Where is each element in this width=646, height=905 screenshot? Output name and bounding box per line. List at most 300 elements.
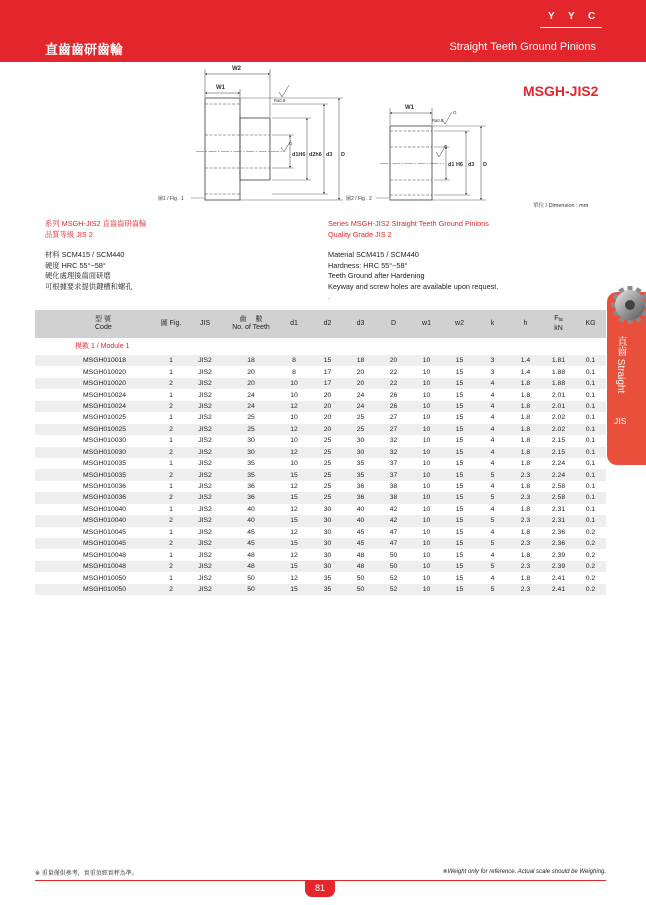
spec-grinding-zh: 硬化處理後齒面研磨 — [45, 271, 111, 280]
table-row — [35, 389, 606, 400]
cell-d2: 15 — [311, 355, 344, 366]
table-header-row — [35, 310, 606, 338]
cell-d3: 48 — [356, 551, 365, 559]
cell-d3: 30 — [344, 447, 377, 458]
cell-d3: 45 — [344, 538, 377, 549]
spec-block-en — [328, 219, 498, 303]
cell-d3: 50 — [344, 584, 377, 595]
cell-jis: JIS2 — [185, 584, 225, 595]
cell-force: 1.88 — [542, 378, 575, 389]
cell-jis: JIS2 — [185, 492, 225, 503]
table-row — [35, 435, 606, 446]
cell-force: 2.41 — [551, 574, 566, 582]
cell-d2: 30 — [323, 528, 332, 536]
cell-jis: JIS2 — [198, 528, 212, 536]
cell-force: 1.81 — [542, 355, 575, 366]
figure-2-drawing — [376, 108, 486, 200]
cell-D: 26 — [377, 401, 410, 412]
cell-teeth: 20 — [225, 378, 277, 389]
cell-code: MSGH010024 — [83, 391, 127, 399]
cell-force: 2.36 — [542, 538, 575, 549]
cell-code: MSGH010030 — [83, 437, 127, 445]
table-row — [35, 584, 606, 595]
cell-k: 5 — [476, 584, 509, 595]
cell-D: 22 — [377, 378, 410, 389]
cell-kg: 0.1 — [575, 469, 606, 480]
cell-teeth: 40 — [247, 505, 255, 513]
module-label: 模數 1 / Module 1 — [35, 338, 606, 355]
spec-keyway-en: Keyway and screw holes are available upon request. — [328, 281, 499, 291]
cell-teeth: 30 — [247, 437, 255, 445]
cell-force: 2.58 — [551, 483, 566, 491]
cell-jis: JIS2 — [185, 469, 225, 480]
cell-d3: 48 — [344, 561, 377, 572]
cell-h: 1.8 — [520, 437, 531, 445]
cell-d1: 12 — [290, 528, 298, 536]
cell-w1: 10 — [422, 368, 431, 376]
cell-code: MSGH010050 — [35, 584, 157, 595]
table-row — [35, 481, 606, 492]
cell-kg: 0.1 — [585, 505, 596, 513]
fig2-caption: 圖2 / Fig . 2 — [346, 196, 372, 202]
cell-force: 2.58 — [542, 492, 575, 503]
cell-force: 2.15 — [542, 447, 575, 458]
cell-force: 2.31 — [551, 505, 566, 513]
footer-note-zh: ※ 重量僅供參考，實重須經實秤為準。 — [35, 871, 138, 877]
cell-k: 4 — [490, 551, 495, 559]
cell-w2: 15 — [443, 492, 476, 503]
cell-w2: 15 — [455, 528, 464, 536]
cell-w1: 10 — [410, 584, 443, 595]
cell-fig: 2 — [157, 492, 185, 503]
cell-force: 2.15 — [551, 437, 566, 445]
cell-h: 1.8 — [520, 505, 531, 513]
cell-d3: 36 — [344, 492, 377, 503]
cell-code: MSGH010048 — [83, 551, 127, 559]
cell-w1: 10 — [410, 401, 443, 412]
cell-teeth: 50 — [225, 584, 277, 595]
fig1-caption: 圖1 / Fig . 1 — [158, 196, 184, 202]
cell-d1: 12 — [277, 401, 311, 412]
cell-d3: 35 — [356, 460, 365, 468]
cell-w2: 15 — [455, 437, 464, 445]
cell-D: 27 — [377, 424, 410, 435]
cell-w2: 15 — [443, 424, 476, 435]
cell-d3: 25 — [356, 414, 365, 422]
cell-code: MSGH010040 — [83, 505, 127, 513]
cell-force: 2.24 — [542, 469, 575, 480]
cell-k: 5 — [476, 538, 509, 549]
cell-d1: 10 — [290, 437, 298, 445]
cell-kg: 0.1 — [585, 368, 596, 376]
cell-d3: 18 — [344, 355, 377, 366]
cell-k: 4 — [490, 460, 495, 468]
cell-D: 47 — [377, 538, 410, 549]
cell-w2: 15 — [443, 401, 476, 412]
cell-kg: 0.1 — [585, 460, 596, 468]
spec-hardness-en: Hardness: HRC 55°~58° — [328, 260, 408, 270]
cell-D: 26 — [389, 391, 398, 399]
table-row — [35, 401, 606, 412]
cell-kg: 0.1 — [585, 414, 596, 422]
cell-k: 5 — [476, 561, 509, 572]
cell-fig: 2 — [157, 424, 185, 435]
cell-h: 2.3 — [509, 515, 542, 526]
cell-d1: 15 — [277, 538, 311, 549]
cell-d2: 17 — [323, 368, 332, 376]
cell-k: 4 — [490, 391, 495, 399]
fig1-w2-label: W2 — [232, 66, 241, 72]
cell-w1: 10 — [422, 460, 431, 468]
cell-d3: 30 — [356, 437, 365, 445]
cell-k: 4 — [476, 401, 509, 412]
cell-d2: 20 — [323, 391, 332, 399]
cell-w1: 10 — [410, 469, 443, 480]
cell-fig: 1 — [169, 505, 173, 513]
cell-force: 2.02 — [542, 424, 575, 435]
spec-material-zh: 材料 SCM415 / SCM440 — [45, 250, 125, 259]
table-body — [35, 355, 606, 595]
cell-jis: JIS2 — [198, 391, 212, 399]
cell-d2: 25 — [323, 483, 332, 491]
col-header-h: h — [509, 310, 542, 338]
cell-force: 2.39 — [542, 561, 575, 572]
fig1-ra-label: Ra0.8 — [274, 98, 286, 103]
cell-kg: 0.2 — [585, 551, 596, 559]
cell-k: 4 — [476, 447, 509, 458]
cell-k: 4 — [490, 574, 495, 582]
table-row — [35, 355, 606, 366]
cell-d1: 12 — [290, 505, 298, 513]
table-row — [35, 572, 606, 583]
col-header-k: k — [476, 310, 509, 338]
cell-w1: 10 — [410, 424, 443, 435]
cell-w2: 15 — [455, 460, 464, 468]
cell-k: 5 — [476, 469, 509, 480]
cell-code: MSGH010048 — [35, 561, 157, 572]
fig1-g-label: G — [289, 141, 293, 146]
cell-k: 5 — [476, 492, 509, 503]
fig2-g-label: G — [453, 110, 457, 115]
col-header-kg: KG — [575, 310, 606, 338]
cell-d2: 30 — [311, 561, 344, 572]
cell-d2: 17 — [311, 378, 344, 389]
cell-h: 1.8 — [509, 401, 542, 412]
cell-jis: JIS2 — [185, 515, 225, 526]
cell-d1: 15 — [277, 469, 311, 480]
cell-h: 1.8 — [520, 551, 531, 559]
cell-d3: 25 — [344, 424, 377, 435]
cell-D: 50 — [377, 561, 410, 572]
fig1-d3-label: d3 — [326, 152, 333, 158]
cell-d1: 12 — [290, 551, 298, 559]
table-row — [35, 469, 606, 480]
cell-k: 4 — [490, 528, 495, 536]
cell-d3: 20 — [356, 368, 365, 376]
cell-d2: 30 — [311, 515, 344, 526]
cell-k: 3 — [490, 368, 495, 376]
fig2-w1-label: W1 — [405, 105, 414, 111]
cell-d3: 36 — [356, 483, 365, 491]
cell-code: MSGH010036 — [83, 483, 127, 491]
cell-kg: 0.2 — [575, 538, 606, 549]
cell-k: 4 — [490, 437, 495, 445]
cell-D: 37 — [377, 469, 410, 480]
cell-teeth: 25 — [247, 414, 255, 422]
cell-kg: 0.1 — [575, 492, 606, 503]
cell-force: 2.39 — [551, 551, 566, 559]
cell-code: MSGH010035 — [35, 469, 157, 480]
cell-d3: 24 — [344, 401, 377, 412]
cell-kg: 0.1 — [585, 391, 596, 399]
cell-w1: 10 — [422, 505, 431, 513]
cell-teeth: 25 — [225, 424, 277, 435]
module-row — [35, 338, 606, 355]
cell-kg: 0.1 — [585, 437, 596, 445]
specification-table — [35, 310, 606, 595]
table-row — [35, 412, 606, 423]
cell-D: 38 — [389, 483, 398, 491]
spec-grade-zh: 品質等級 JIS 2 — [45, 229, 93, 239]
side-tab-label-zh: 直齒 — [615, 336, 626, 356]
cell-d1: 12 — [277, 447, 311, 458]
cell-code: MSGH010045 — [83, 528, 127, 536]
brand-letter-y1: Y — [548, 11, 555, 22]
cell-jis: JIS2 — [198, 574, 212, 582]
cell-d2: 25 — [311, 492, 344, 503]
cell-d1: 12 — [290, 483, 298, 491]
cell-d2: 20 — [323, 414, 332, 422]
table-row — [35, 458, 606, 469]
col-header-w1: w1 — [410, 310, 443, 338]
cell-teeth: 48 — [247, 551, 255, 559]
cell-d2: 35 — [323, 574, 332, 582]
col-header-force: $F_{ta}$ kN — [542, 310, 575, 338]
cell-d1: 10 — [290, 391, 298, 399]
cell-w1: 10 — [410, 492, 443, 503]
cell-h: 2.3 — [509, 538, 542, 549]
cell-w1: 10 — [422, 391, 431, 399]
cell-h: 1.8 — [520, 460, 531, 468]
cell-D: 38 — [377, 492, 410, 503]
cell-fig: 1 — [169, 551, 173, 559]
cell-D: 22 — [389, 368, 398, 376]
cell-fig: 1 — [169, 414, 173, 422]
cell-d2: 25 — [323, 437, 332, 445]
cell-jis: JIS2 — [185, 538, 225, 549]
cell-w1: 10 — [422, 551, 431, 559]
cell-d2: 20 — [311, 401, 344, 412]
cell-w1: 10 — [410, 561, 443, 572]
cell-h: 2.3 — [509, 469, 542, 480]
cell-kg: 0.1 — [585, 483, 596, 491]
cell-d2: 20 — [311, 424, 344, 435]
cell-D: 20 — [377, 355, 410, 366]
cell-k: 5 — [476, 515, 509, 526]
cell-w1: 10 — [410, 378, 443, 389]
cell-k: 4 — [490, 483, 495, 491]
cell-fig: 2 — [157, 469, 185, 480]
fig1-d2-label: d2h6 — [309, 152, 322, 158]
side-tab-standard: JIS — [614, 416, 627, 426]
cell-teeth: 30 — [225, 447, 277, 458]
cell-force: 2.24 — [551, 460, 566, 468]
cell-jis: JIS2 — [198, 505, 212, 513]
fig1-w1-label: W1 — [216, 85, 225, 91]
cell-d2: 25 — [323, 460, 332, 468]
fig2-d3-label: d3 — [468, 162, 475, 168]
cell-h: 1.8 — [509, 378, 542, 389]
cell-w2: 15 — [455, 574, 464, 582]
cell-teeth: 36 — [225, 492, 277, 503]
cell-d3: 40 — [344, 515, 377, 526]
cell-w2: 15 — [443, 561, 476, 572]
cell-jis: JIS2 — [198, 483, 212, 491]
col-header-D: D — [377, 310, 410, 338]
cell-kg: 0.2 — [585, 528, 596, 536]
spec-material-en: Material SCM415 / SCM440 — [328, 250, 419, 259]
cell-w2: 15 — [443, 355, 476, 366]
cell-h: 1.8 — [520, 574, 531, 582]
cell-d2: 35 — [311, 584, 344, 595]
cell-w2: 15 — [455, 505, 464, 513]
cell-w1: 10 — [410, 538, 443, 549]
cell-force: 2.41 — [542, 584, 575, 595]
cell-h: 2.3 — [509, 561, 542, 572]
cell-d1: 8 — [277, 355, 311, 366]
cell-fig: 2 — [157, 515, 185, 526]
cell-force: 2.36 — [551, 528, 566, 536]
cell-w1: 10 — [410, 355, 443, 366]
cell-h: 1.8 — [520, 483, 531, 491]
cell-d3: 35 — [344, 469, 377, 480]
cell-h: 1.8 — [509, 424, 542, 435]
col-header-code: 型 號 Code — [35, 310, 157, 338]
cell-d1: 10 — [290, 414, 298, 422]
cell-h: 2.3 — [509, 492, 542, 503]
spec-series-en: Series MSGH-JIS2 Straight Teeth Ground Pinions — [328, 219, 489, 228]
page-title-en: Straight Teeth Ground Pinions — [449, 41, 596, 53]
cell-w1: 10 — [410, 447, 443, 458]
table-row — [35, 515, 606, 526]
cell-code: MSGH010020 — [83, 368, 127, 376]
cell-d1: 10 — [290, 460, 298, 468]
cell-w2: 15 — [455, 368, 464, 376]
cell-h: 1.4 — [520, 368, 531, 376]
cell-D: 50 — [389, 551, 398, 559]
cell-jis: JIS2 — [185, 424, 225, 435]
fig2-g-label-2: G — [444, 144, 448, 149]
col-header-d2: d2 — [311, 310, 344, 338]
cell-d1: 12 — [290, 574, 298, 582]
fig2-D-label: D — [483, 162, 487, 168]
footer-note-en: ※Weight only for reference. Actual scale should be Weighing. — [442, 869, 606, 875]
spec-series-zh: 系列 MSGH-JIS2 直齒齒研齒輪 — [45, 219, 147, 228]
spec-hardness-zh: 硬度 HRC 55°~58° — [45, 260, 106, 270]
cell-w2: 15 — [455, 391, 464, 399]
cell-jis: JIS2 — [185, 355, 225, 366]
cell-kg: 0.1 — [575, 424, 606, 435]
cell-d2: 30 — [323, 551, 332, 559]
cell-k: 4 — [476, 378, 509, 389]
cell-kg: 0.1 — [575, 401, 606, 412]
cell-h: 1.8 — [520, 414, 531, 422]
cell-w2: 15 — [455, 483, 464, 491]
cell-w1: 10 — [422, 414, 431, 422]
cell-kg: 0.1 — [575, 378, 606, 389]
cell-code: MSGH010045 — [35, 538, 157, 549]
col-header-teeth: 齒 數 No. of Teeth — [225, 310, 277, 338]
table-row — [35, 492, 606, 503]
cell-teeth: 35 — [225, 469, 277, 480]
table-row — [35, 366, 606, 377]
cell-D: 27 — [389, 414, 398, 422]
cell-teeth: 20 — [247, 368, 255, 376]
cell-jis: JIS2 — [198, 368, 212, 376]
cell-d2: 25 — [311, 469, 344, 480]
cell-fig: 1 — [169, 368, 173, 376]
cell-d1: 12 — [277, 424, 311, 435]
cell-D: 37 — [389, 460, 398, 468]
cell-teeth: 45 — [247, 528, 255, 536]
table-row — [35, 538, 606, 549]
spec-grinding-en: Teeth Ground after Hardening — [328, 271, 425, 280]
spec-trailing-mark: . — [328, 292, 331, 301]
cell-d1: 15 — [277, 561, 311, 572]
page-title-zh: 直齒齒研齒輪 — [45, 42, 124, 57]
cell-d3: 50 — [356, 574, 365, 582]
cell-force: 1.88 — [551, 368, 566, 376]
cell-w2: 15 — [443, 515, 476, 526]
cell-jis: JIS2 — [198, 460, 212, 468]
spec-keyway-zh: 可根據要求提供鍵槽和螺孔 — [45, 281, 133, 291]
cell-jis: JIS2 — [185, 378, 225, 389]
cell-code: MSGH010024 — [35, 401, 157, 412]
cell-fig: 2 — [157, 584, 185, 595]
table-row — [35, 504, 606, 515]
cell-d1: 15 — [277, 515, 311, 526]
cell-fig: 2 — [157, 561, 185, 572]
cell-force: 2.01 — [551, 391, 566, 399]
table-row — [35, 424, 606, 435]
cell-w2: 15 — [443, 378, 476, 389]
col-header-fig: 圖 Fig. — [157, 310, 185, 338]
table-row — [35, 447, 606, 458]
cell-fig: 2 — [157, 401, 185, 412]
cell-d1: 8 — [292, 368, 296, 376]
cell-d3: 24 — [356, 391, 365, 399]
cell-k: 4 — [476, 424, 509, 435]
cell-w2: 15 — [443, 538, 476, 549]
cell-fig: 1 — [169, 437, 173, 445]
cell-k: 3 — [476, 355, 509, 366]
cell-jis: JIS2 — [198, 551, 212, 559]
table-row — [35, 527, 606, 538]
cell-teeth: 24 — [247, 391, 255, 399]
side-tab-label-en: Straight — [615, 358, 626, 394]
cell-w1: 10 — [410, 515, 443, 526]
cell-kg: 0.2 — [585, 574, 596, 582]
spec-block-zh — [45, 219, 146, 292]
cell-kg: 0.1 — [575, 355, 606, 366]
cell-code: MSGH010030 — [35, 447, 157, 458]
cell-w2: 15 — [455, 551, 464, 559]
cell-k: 4 — [490, 505, 495, 513]
cell-fig: 1 — [169, 528, 173, 536]
fig2-ra-label: Ra0.8 — [432, 118, 444, 123]
cell-teeth: 35 — [247, 460, 255, 468]
cell-w2: 15 — [443, 447, 476, 458]
